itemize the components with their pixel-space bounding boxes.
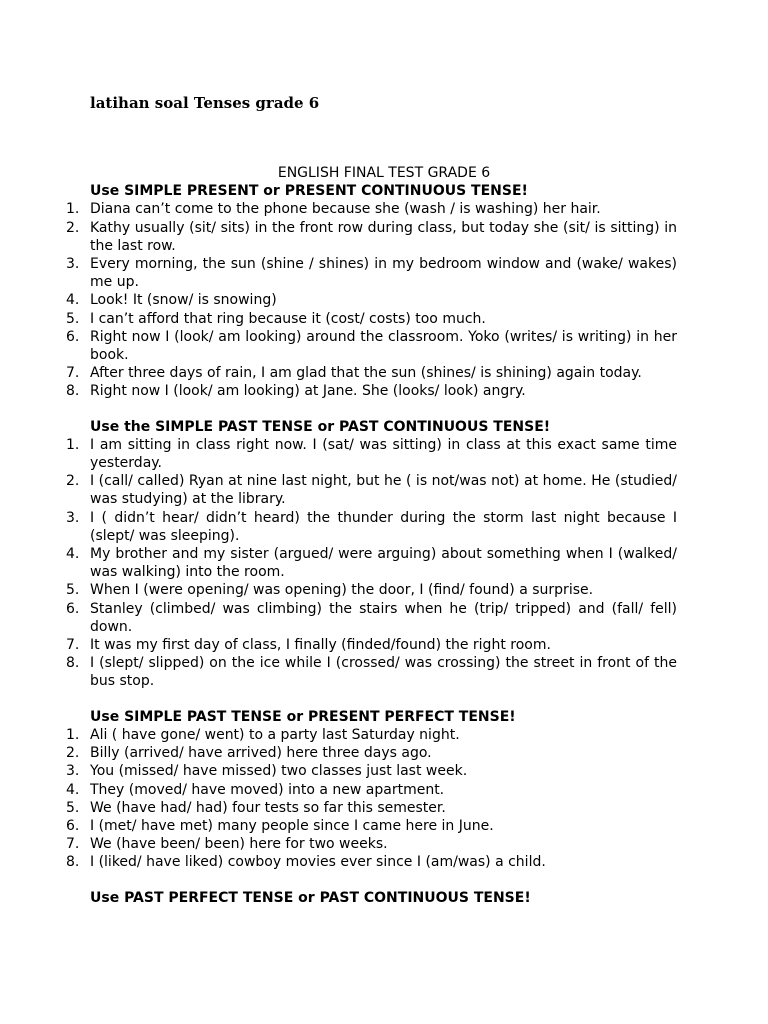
- question-text: After three days of rain, I am glad that the sun (shines/ is shining) again today.: [90, 365, 642, 382]
- question-text: We (have been/ been) here for two weeks.: [90, 836, 388, 853]
- question-number: 2.: [66, 219, 80, 236]
- question-item: [66, 382, 677, 400]
- question-text: You (missed/ have missed) two classes just last week.: [90, 763, 468, 780]
- section-heading: Use SIMPLE PAST TENSE or PRESENT PERFECT TENSE!: [90, 708, 516, 725]
- question-text: My brother and my sister (argued/ were arguing) about something when I (walked/ was walking) into the room.: [90, 546, 677, 581]
- question-text: Kathy usually (sit/ sits) in the front row during class, but today she (sit/ is sitting) in the last row.: [90, 219, 677, 254]
- exercise-section: [66, 182, 677, 400]
- question-text: I can’t afford that ring because it (cost/ costs) too much.: [90, 310, 486, 327]
- question-item: [66, 436, 677, 472]
- section-heading: Use the SIMPLE PAST TENSE or PAST CONTINUOUS TENSE!: [90, 418, 551, 435]
- question-number: 2.: [66, 745, 80, 762]
- question-text: I (call/ called) Ryan at nine last night, but he ( is not/was not) at home. He (studied/ was studying) at the library.: [90, 473, 677, 508]
- question-text: Ali ( have gone/ went) to a party last Saturday night.: [90, 726, 460, 743]
- question-item: [66, 636, 677, 654]
- question-number: 2.: [66, 473, 80, 490]
- question-item: [66, 200, 677, 218]
- question-number: 7.: [66, 365, 80, 382]
- question-item: [66, 219, 677, 255]
- test-content: [66, 164, 677, 924]
- question-text: I ( didn’t hear/ didn’t heard) the thunder during the storm last night because I (slept/ was sleeping).: [90, 509, 677, 544]
- question-text: Right now I (look/ am looking) at Jane. She (looks/ look) angry.: [90, 383, 526, 400]
- question-text: Stanley (climbed/ was climbing) the stairs when he (trip/ tripped) and (fall/ fell) down.: [90, 600, 677, 635]
- question-text: Diana can’t come to the phone because she (wash / is washing) her hair.: [90, 201, 601, 218]
- section-heading: Use SIMPLE PRESENT or PRESENT CONTINUOUS TENSE!: [90, 183, 528, 200]
- question-number: 6.: [66, 817, 80, 834]
- question-item: [66, 835, 677, 853]
- question-number: 8.: [66, 854, 80, 871]
- question-number: 3.: [66, 509, 80, 526]
- question-number: 3.: [66, 763, 80, 780]
- question-text: We (have had/ had) four tests so far this semester.: [90, 799, 446, 816]
- question-item: [66, 581, 677, 599]
- question-text: I am sitting in class right now. I (sat/ was sitting) in class at this exact same time yesterday.: [90, 436, 677, 472]
- question-text: They (moved/ have moved) into a new apartment.: [90, 781, 445, 798]
- question-item: [66, 310, 677, 328]
- question-number: 5.: [66, 582, 80, 599]
- question-number: 5.: [66, 310, 80, 327]
- question-item: [66, 817, 677, 835]
- question-text: When I (were opening/ was opening) the door, I (find/ found) a surprise.: [90, 582, 594, 599]
- question-text: Right now I (look/ am looking) around the classroom. Yoko (writes/ is writing) in her book.: [90, 328, 677, 364]
- question-number: 5.: [66, 799, 80, 816]
- question-text: Look! It (snow/ is snowing): [90, 292, 277, 309]
- question-number: 1.: [66, 201, 80, 218]
- question-text: I (liked/ have liked) cowboy movies ever since I (am/was) a child.: [90, 854, 546, 871]
- question-text: I (met/ have met) many people since I came here in June.: [90, 817, 494, 834]
- question-number: 8.: [66, 383, 80, 400]
- question-number: 1.: [66, 726, 80, 743]
- question-number: 4.: [66, 546, 80, 563]
- question-item: [66, 600, 677, 636]
- section-heading: Use PAST PERFECT TENSE or PAST CONTINUOUS TENSE!: [90, 889, 531, 906]
- question-item: [66, 328, 677, 364]
- question-number: 4.: [66, 292, 80, 309]
- question-list: [66, 200, 677, 400]
- question-item: [66, 255, 677, 291]
- question-list: [66, 726, 677, 872]
- exercise-section: [66, 418, 677, 691]
- document-title: latihan soal Tenses grade 6: [90, 94, 320, 112]
- question-number: 7.: [66, 836, 80, 853]
- question-item: [66, 781, 677, 799]
- question-number: 4.: [66, 781, 80, 798]
- question-number: 6.: [66, 600, 80, 617]
- question-item: [66, 744, 677, 762]
- question-number: 8.: [66, 655, 80, 672]
- sections-container: [66, 182, 677, 907]
- question-number: 6.: [66, 328, 80, 345]
- question-text: I (slept/ slipped) on the ice while I (crossed/ was crossing) the street in front of the bus stop.: [90, 655, 677, 690]
- exercise-section: [66, 889, 677, 907]
- question-number: 3.: [66, 256, 80, 273]
- question-item: [66, 364, 677, 382]
- question-item: [66, 654, 677, 690]
- question-text: Every morning, the sun (shine / shines) in my bedroom window and (wake/ wakes) me up.: [90, 256, 677, 291]
- question-item: [66, 509, 677, 545]
- question-item: [66, 472, 677, 508]
- question-number: 7.: [66, 637, 80, 654]
- question-item: [66, 291, 677, 309]
- question-item: [66, 545, 677, 581]
- question-item: [66, 799, 677, 817]
- question-item: [66, 853, 677, 871]
- question-list: [66, 436, 677, 691]
- test-title: ENGLISH FINAL TEST GRADE 6: [277, 165, 491, 181]
- exercise-section: [66, 708, 677, 872]
- question-text: It was my first day of class, I finally (finded/found) the right room.: [90, 637, 551, 654]
- question-text: Billy (arrived/ have arrived) here three days ago.: [90, 745, 432, 762]
- question-item: [66, 726, 677, 744]
- question-number: 1.: [66, 436, 80, 453]
- question-item: [66, 762, 677, 780]
